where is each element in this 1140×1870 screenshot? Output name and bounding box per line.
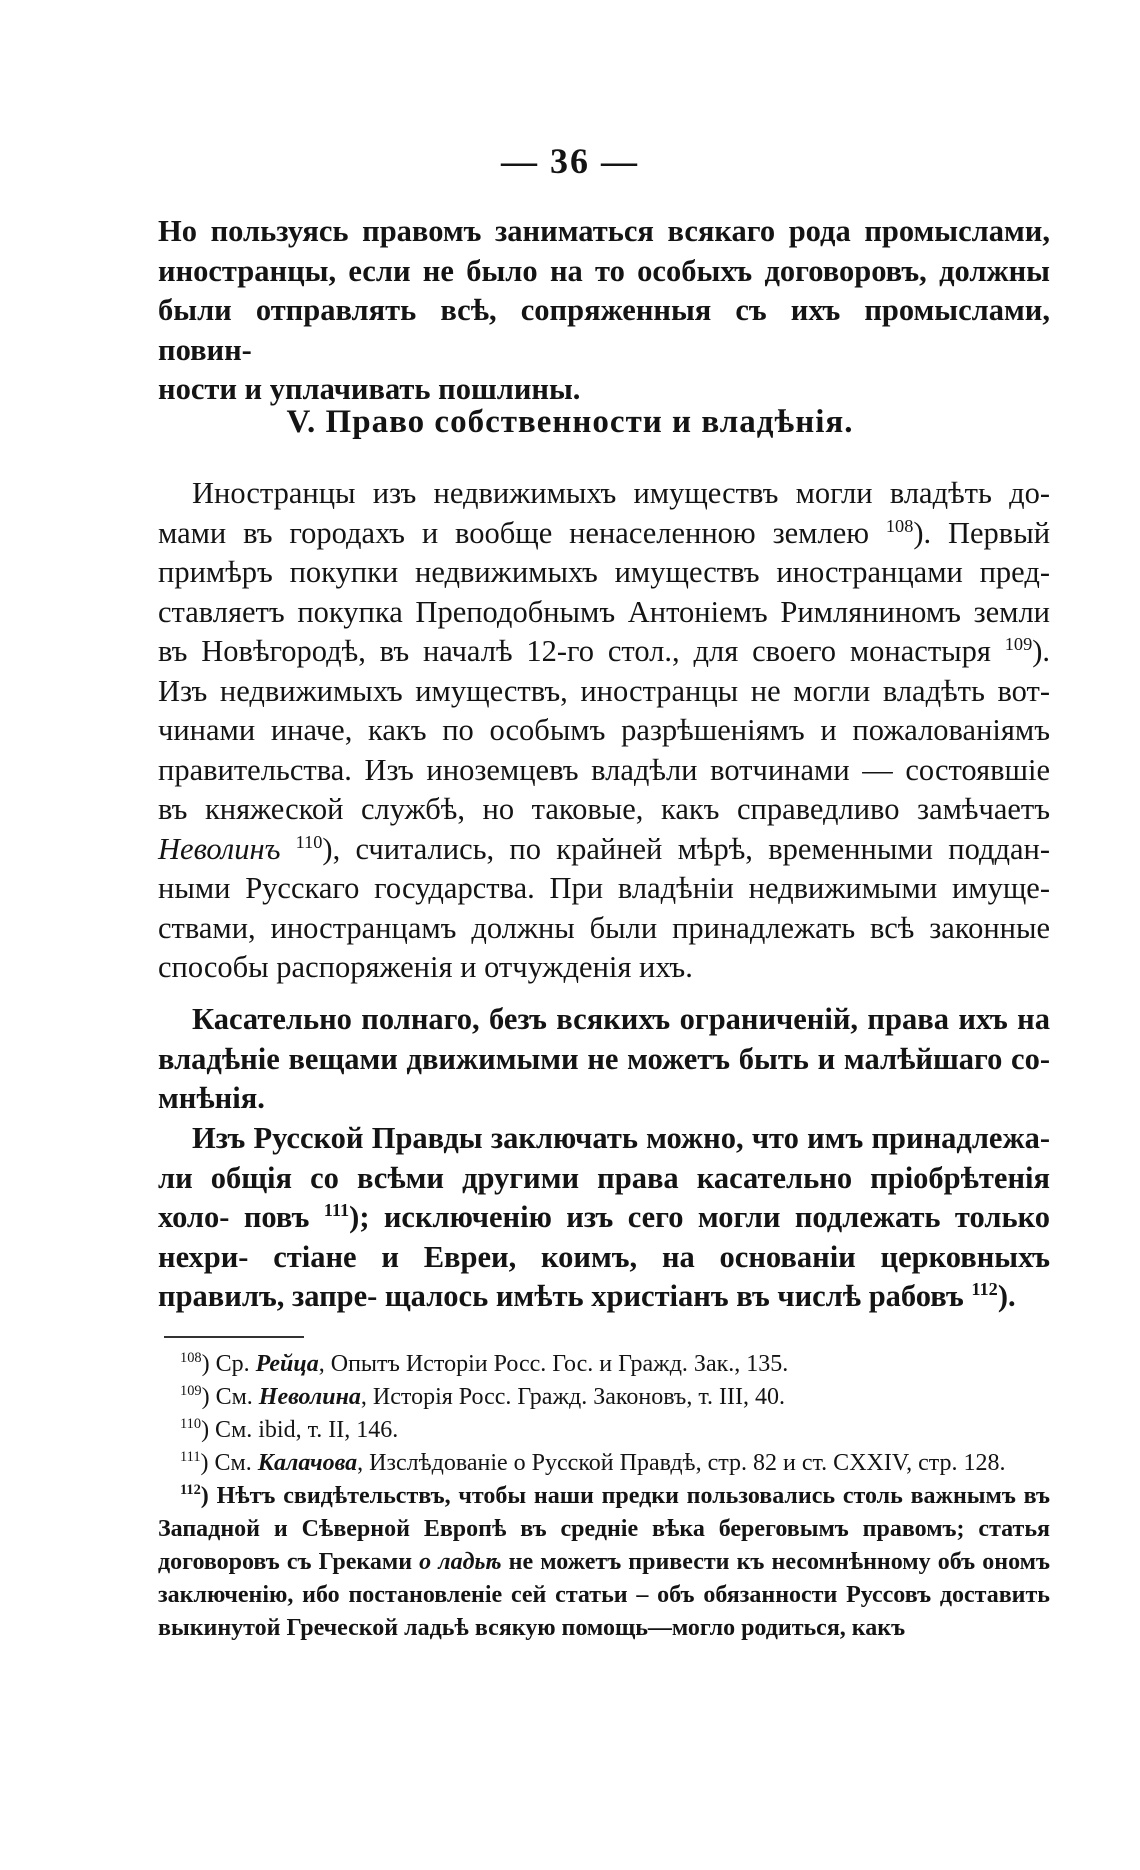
footnote-author: Рейца [255,1351,319,1377]
footnote-author: Неволина [258,1384,361,1410]
author-name: Неволинъ [158,831,281,866]
footnote-ref: 109 [1004,633,1033,654]
text-run: ). Первый примѣръ покупки недвижимыхъ имуществъ иностранцами пред- ставляетъ покупка Преподобнымъ Антоніемъ Римляниномъ земли въ Новѣгородѣ, въ началѣ 12-го стол., для своего монастыря [158,515,1051,668]
footnote-pre: ) См. [201,1384,253,1410]
paragraph-text: Касательно полнаго, безъ всякихъ ограниченій, права ихъ на владѣніе вещами движимыми не можетъ быть и малѣйшаго со- мнѣнія. [158,1002,1050,1115]
footnote-text: , Опытъ Исторіи Росс. Гос. и Гражд. Зак., 135. [318,1351,789,1377]
footnote-pre: ) Ср. [201,1351,250,1377]
paragraph-slaves [158,1119,1050,1317]
footnote-110 [158,1414,1050,1447]
text-run: Изъ Русской Правды заключать можно, что имъ принадлежа- ли общія со всѣми другими права касательно пріобрѣтенія холо- повъ [158,1121,1050,1234]
footnote-number: 110 [180,1416,202,1432]
footnote-ref: 108 [885,515,914,536]
footnote-number: 112 [180,1482,201,1498]
paragraph-text [158,1119,1050,1317]
footnote-108 [158,1348,1050,1381]
footnote-text: , Исторія Росс. Гражд. Законовъ, т. III, 40. [360,1384,785,1410]
footnote-ref: 112 [971,1278,998,1299]
text-run: Иностранцы изъ недвижимыхъ имуществъ могли владѣть до- мами въ городахъ и вообще ненаселенною землею [158,476,1050,550]
footnotes [158,1348,1050,1645]
footnote-pre: ) Нѣтъ свидѣтельствъ, чтобы наши предки пользовались столь важнымъ въ Западной и Сѣверной Европѣ въ средніе вѣка береговымъ правомъ; статья договоровъ съ Греками [158,1483,1050,1575]
text-run: ). [997,1279,1016,1313]
footnote-111 [158,1447,1050,1480]
text-run: ); исключенію изъ сего могли подлежать только нехри- стіане и Евреи, коимъ, на основаніи церковныхъ правилъ, запре- щалось имѣть христіанъ въ числѣ рабовъ [158,1200,1051,1313]
footnote-ref: 111 [323,1199,350,1220]
footnote-text: , Изслѣдованіе о Русской Правдѣ, стр. 82 и ст. CXXIV, стр. 128. [357,1450,1006,1476]
footnote-author: Калачова [257,1450,358,1476]
footnote-pre: ) См. [200,1450,252,1476]
footnote-112 [158,1480,1050,1645]
intro-line: Но пользуясь правомъ заниматься всякаго рода промыслами, [158,214,1050,248]
intro-line: ности и уплачивать пошлины. [158,372,581,406]
intro-line: были отправлять всѣ, сопряженныя съ ихъ промыслами, повин- [158,293,1050,367]
text-run: ). Изъ недвижимыхъ имуществъ, иностранцы не могли владѣть вот- чинами иначе, какъ по особымъ разрѣшеніямъ и пожалованіямъ правительства. Изъ иноземцевъ владѣли вотчинами — состоявшіе въ княжеской службѣ, но таковые, какъ справедливо замѣчаетъ [158,634,1050,826]
paragraph-text [158,474,1050,988]
footnote-divider [164,1336,304,1338]
footnote-number: 108 [180,1350,202,1366]
intro-paragraph [158,212,1050,410]
footnote-109 [158,1381,1050,1414]
intro-line: иностранцы, если не было на то особыхъ договоровъ, должны [158,253,1050,288]
footnote-text: не можетъ привести къ несомнѣнному объ ономъ заключенію, ибо постановленіе сей статьи – объ обязанности Руссовъ доставить выкинутой Греческой ладьѣ всякую помощь—могло родиться, какъ [158,1549,1050,1641]
footnote-pre: ) См. ibid, т. II, 146. [201,1417,399,1443]
text-run: ), считались, по крайней мѣрѣ, временными поддан- ными Русскаго государства. При владѣніи недвижимыми имуще- ствами, иностранцамъ должны были принадлежать всѣ законные способы распоряженія и отчужденія ихъ. [158,831,1050,984]
section-heading: V. Право собственности и владѣнія. [286,404,854,440]
footnote-author: о ладьѣ [419,1549,502,1575]
footnote-number: 111 [180,1449,201,1465]
paragraph-movables [158,1000,1050,1119]
footnote-ref: 110 [295,831,323,852]
page-number: — 36 — [501,141,639,181]
footnote-number: 109 [180,1383,202,1399]
paragraph-property [158,474,1050,988]
